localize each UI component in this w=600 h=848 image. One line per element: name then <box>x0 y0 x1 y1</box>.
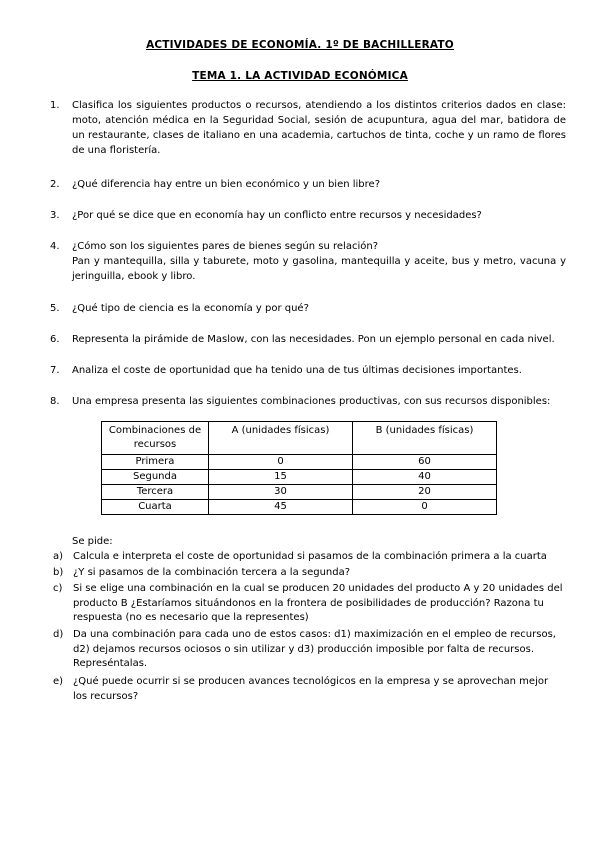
question-number: 8. <box>50 396 60 407</box>
table-cell: 0 <box>209 455 353 470</box>
question-6 <box>50 332 566 347</box>
question-text: Analiza el coste de oportunidad que ha tenido una de tus últimas decisiones importantes. <box>72 365 522 376</box>
document-subtitle: TEMA 1. LA ACTIVIDAD ECONÓMICA <box>192 70 408 82</box>
table-row <box>102 470 497 485</box>
question-text: Representa la pirámide de Maslow, con las necesidades. Pon un ejemplo personal en cada nivel. <box>72 334 555 345</box>
subquestion-text: ¿Qué puede ocurrir si se producen avances tecnológicos en la empresa y se aprovechan mejor los recursos? <box>73 676 549 702</box>
question-number: 4. <box>50 241 60 252</box>
subquestion-label: c) <box>53 583 63 594</box>
subquestion-text: Calcula e interpreta el coste de oportunidad si pasamos de la combinación primera a la cuarta <box>73 551 547 562</box>
question-5 <box>50 301 566 316</box>
subquestion-label: d) <box>53 629 64 640</box>
question-1 <box>50 98 566 158</box>
subquestion-label: e) <box>53 676 64 687</box>
document-title: ACTIVIDADES DE ECONOMÍA. 1º DE BACHILLERATO <box>146 39 454 51</box>
subquestion-label: a) <box>53 551 64 562</box>
subquestion-text: ¿Y si pasamos de la combinación tercera a la segunda? <box>73 567 351 578</box>
question-2 <box>50 177 566 192</box>
subquestion-c <box>53 582 563 626</box>
subquestion-label: b) <box>53 567 64 578</box>
question-text: ¿Cómo son los siguientes pares de bienes según su relación? <box>72 241 379 252</box>
question-7 <box>50 363 566 378</box>
question-number: 3. <box>50 210 60 221</box>
table-row <box>102 485 497 500</box>
table-cell: 40 <box>353 470 497 485</box>
subquestion-text: Si se elige una combinación en la cual se producen 20 unidades del producto A y 20 unidades del producto B ¿Estaríamos situándonos en la frontera de posibilidades de producción? Razona tu respuesta (no es necesario que la representes) <box>73 583 563 623</box>
subquestion-text: Da una combinación para cada uno de estos casos: d1) maximización en el empleo de recursos, d2) dejamos recursos ociosos o sin utilizar y d3) producción imposible por falta de recursos. Represéntalas. <box>73 629 556 669</box>
question-number: 2. <box>50 179 60 190</box>
table-row <box>102 455 497 470</box>
question-number: 7. <box>50 365 60 376</box>
question-number: 6. <box>50 334 60 345</box>
question-4 <box>50 239 566 284</box>
question-8 <box>50 394 566 409</box>
question-number: 5. <box>50 303 60 314</box>
subquestions-intro: Se pide: <box>72 536 113 547</box>
table-cell: Tercera <box>102 485 209 500</box>
table-header-row <box>102 422 497 455</box>
subquestion-d <box>53 628 563 672</box>
subquestion-a <box>53 550 563 565</box>
question-text: Una empresa presenta las siguientes combinaciones productivas, con sus recursos disponibles: <box>72 396 551 407</box>
question-number: 1. <box>50 100 60 111</box>
production-table <box>101 421 497 515</box>
table-row <box>102 500 497 515</box>
table-cell: 0 <box>353 500 497 515</box>
question-text-continued: Pan y mantequilla, silla y taburete, moto y gasolina, mantequilla y aceite, bus y metro, vacuna y jeringuilla, ebook y libro. <box>72 256 566 282</box>
question-text: ¿Qué diferencia hay entre un bien económico y un bien libre? <box>72 179 380 190</box>
question-3 <box>50 208 566 223</box>
table-cell: Primera <box>102 455 209 470</box>
subquestion-e <box>53 675 563 704</box>
table-cell: Segunda <box>102 470 209 485</box>
table-cell: 20 <box>353 485 497 500</box>
subquestion-b <box>53 566 563 581</box>
table-header-cell: Combinaciones de recursos <box>102 422 209 455</box>
question-text: ¿Por qué se dice que en economía hay un conflicto entre recursos y necesidades? <box>72 210 482 221</box>
question-text: ¿Qué tipo de ciencia es la economía y por qué? <box>72 303 309 314</box>
table-cell: 45 <box>209 500 353 515</box>
table-header-cell: A (unidades físicas) <box>209 422 353 455</box>
question-text: Clasifica los siguientes productos o recursos, atendiendo a los distintos criterios dados en clase: moto, atención médica en la Seguridad Social, sesión de acupuntura, agua del mar, batidora de un restaurante, clases de italiano en una academia, cartuchos de tinta, coche y un ramo de flores de una floristería. <box>72 100 566 156</box>
table-cell: Cuarta <box>102 500 209 515</box>
table-cell: 30 <box>209 485 353 500</box>
table-header-cell: B (unidades físicas) <box>353 422 497 455</box>
table-cell: 15 <box>209 470 353 485</box>
table-cell: 60 <box>353 455 497 470</box>
